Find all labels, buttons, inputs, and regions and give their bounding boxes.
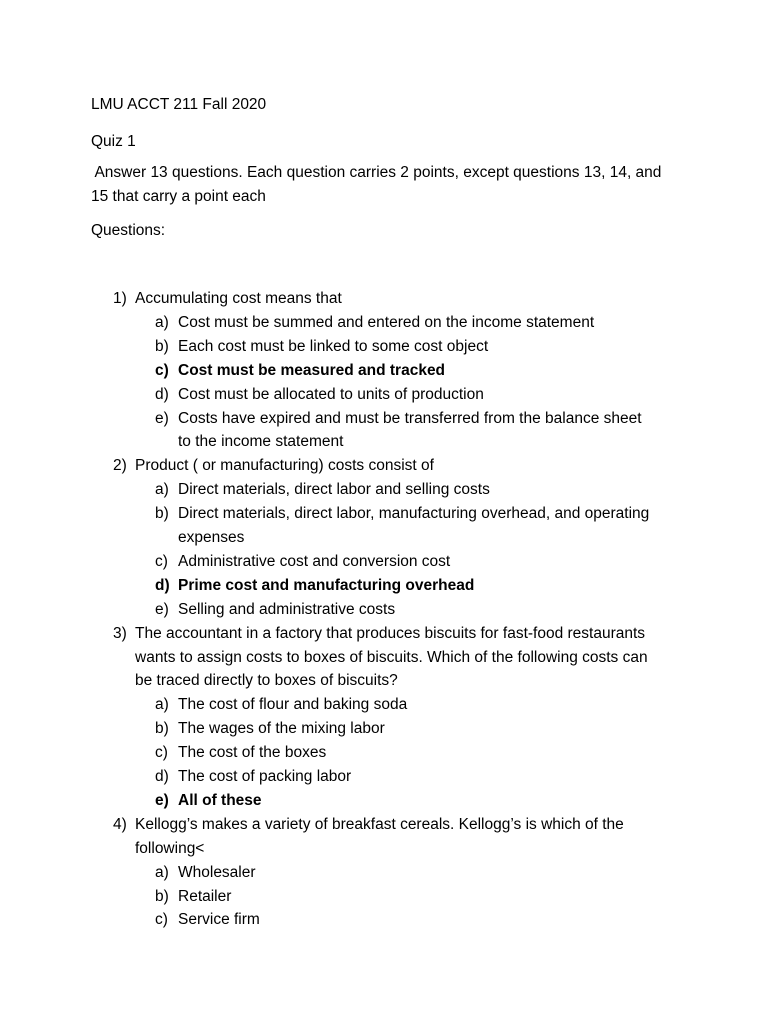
- instructions-line-1: Answer 13 questions. Each question carries 2 points, except questions 13, 14, and: [91, 164, 662, 181]
- option-letter: a): [155, 313, 169, 331]
- option-letter: d): [155, 385, 169, 403]
- option-letter: a): [155, 481, 169, 499]
- instructions-line-2: 15 that carry a point each: [91, 188, 266, 205]
- option-letter: b): [155, 505, 169, 523]
- question-text: following<: [135, 839, 205, 857]
- option-text: Cost must be summed and entered on the income statement: [178, 313, 595, 331]
- option-text: All of these: [178, 791, 262, 809]
- question-text: be traced directly to boxes of biscuits?: [135, 672, 398, 690]
- question-text: Kellogg’s makes a variety of breakfast cereals. Kellogg’s is which of the: [135, 815, 624, 833]
- option-text: Direct materials, direct labor, manufacturing overhead, and operating: [178, 505, 650, 523]
- option-letter: e): [155, 600, 169, 618]
- course-title: LMU ACCT 211 Fall 2020: [91, 96, 267, 113]
- option-letter: a): [155, 863, 169, 881]
- option-text: The cost of packing labor: [178, 768, 352, 785]
- option-text: Cost must be allocated to units of production: [178, 385, 484, 403]
- question-number: 4): [113, 815, 127, 833]
- questions-label: Questions:: [91, 222, 166, 239]
- option-letter: e): [155, 409, 169, 427]
- option-text: Wholesaler: [178, 863, 256, 881]
- option-text: to the income statement: [178, 433, 344, 451]
- option-letter: c): [155, 744, 168, 762]
- question-text: The accountant in a factory that produces biscuits for fast-food restaurants: [135, 624, 646, 642]
- option-text: The cost of flour and baking soda: [178, 696, 408, 714]
- option-text: Selling and administrative costs: [178, 600, 396, 618]
- question-number: 1): [113, 290, 127, 307]
- option-letter: d): [155, 768, 169, 785]
- option-text: Administrative cost and conversion cost: [178, 552, 451, 570]
- option-text: Costs have expired and must be transferred from the balance sheet: [178, 409, 642, 427]
- option-letter: b): [155, 887, 169, 905]
- quiz-title: Quiz 1: [91, 133, 136, 150]
- question-text: wants to assign costs to boxes of biscuits. Which of the following costs can: [135, 648, 648, 666]
- option-text: Cost must be measured and tracked: [178, 361, 446, 379]
- option-text: The cost of the boxes: [178, 744, 327, 762]
- option-letter: c): [155, 552, 168, 570]
- option-letter: d): [155, 576, 170, 594]
- option-text: The wages of the mixing labor: [178, 720, 385, 738]
- option-letter: c): [155, 361, 169, 379]
- question-number: 2): [113, 457, 127, 475]
- option-letter: b): [155, 337, 169, 355]
- option-text: Direct materials, direct labor and selling costs: [178, 481, 490, 499]
- option-text: Retailer: [178, 887, 232, 905]
- question-number: 3): [113, 624, 127, 642]
- option-letter: a): [155, 696, 169, 714]
- option-letter: c): [155, 911, 168, 929]
- option-letter: e): [155, 791, 169, 809]
- question-text: Accumulating cost means that: [135, 290, 342, 307]
- option-text: expenses: [178, 529, 245, 546]
- option-text: Prime cost and manufacturing overhead: [178, 576, 475, 594]
- option-letter: b): [155, 720, 169, 738]
- question-text: Product ( or manufacturing) costs consist of: [135, 457, 434, 475]
- option-text: Service firm: [178, 911, 260, 929]
- option-text: Each cost must be linked to some cost object: [178, 337, 489, 355]
